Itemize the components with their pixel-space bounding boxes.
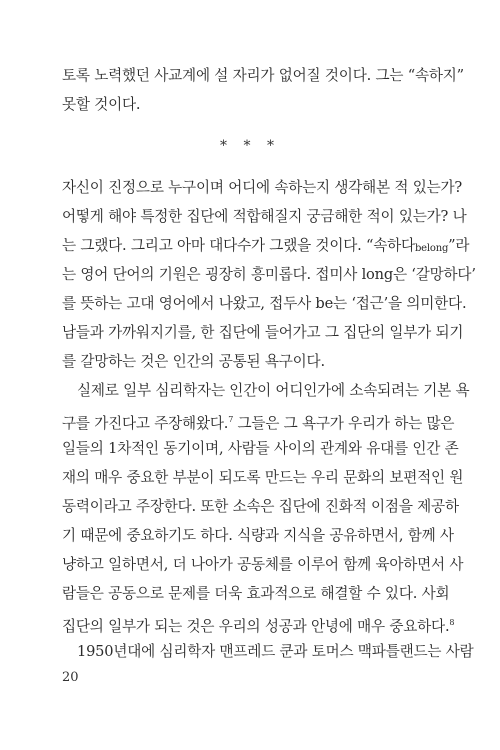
text-line: 냥하고 일하면서, 더 나아가 공동체를 이루어 함께 육아하면서 사: [62, 556, 464, 573]
text-line: [62, 613, 455, 637]
page-number: 20: [62, 670, 79, 685]
text-line: 토록 노력했던 사교계에 설 자리가 없어질 것이다. 그는 “속하지”: [62, 67, 464, 84]
text-line: 기 때문에 중요하기도 하다. 식량과 지식을 공유하면서, 함께 사: [62, 527, 454, 544]
text-line: 1950년대에 심리학자 맨프레드 쿤과 토머스 맥파틀랜드는 사람: [77, 643, 474, 660]
text-line: 를 뜻하는 고대 영어에서 나왔고, 접두사 be는 ‘접근’을 의미한다.: [62, 295, 467, 312]
text-segment: 그들은 그 욕구가 우리가 하는 많은: [233, 415, 455, 432]
text-line: 동력이라고 주장한다. 또한 소속은 집단에 진화적 이점을 제공하: [62, 498, 459, 515]
belong-term: belong: [414, 243, 449, 254]
text-segment: 구를 가진다고 주장해왔다.: [62, 415, 229, 432]
footnote-marker: 7: [228, 415, 234, 424]
text-segment: ”라: [448, 237, 470, 254]
text-line: 자신이 진정으로 누구이며 어디에 속하는지 생각해본 적 있는가?: [62, 179, 463, 196]
text-segment: 는 그랬다. 그리고 아마 대다수가 그랬을 것이다. “속하다: [62, 237, 415, 254]
section-separator: * * *: [220, 138, 280, 154]
text-line: [62, 236, 470, 259]
text-line: 못할 것이다.: [62, 96, 141, 113]
text-line: [62, 410, 455, 434]
text-line: 는 영어 단어의 기원은 굉장히 흥미롭다. 접미사 long은 ‘갈망하다’: [62, 266, 476, 283]
text-line: 어떻게 해야 특정한 집단에 적합해질지 궁금해한 적이 있는가? 나: [62, 208, 467, 225]
text-line: 재의 매우 중요한 부분이 되도록 만드는 우리 문화의 보편적인 원: [62, 469, 464, 486]
text-line: 일들의 1차적인 동기이며, 사람들 사이의 관계와 유대를 인간 존: [62, 440, 459, 457]
text-line: 남들과 가까워지기를, 한 집단에 들어가고 그 집단의 일부가 되기: [62, 324, 464, 341]
footnote-marker: 8: [449, 618, 455, 627]
text-line: 를 갈망하는 것은 인간의 공통된 욕구이다.: [62, 353, 325, 370]
text-line: 람들은 공동으로 문제를 더욱 효과적으로 해결할 수 있다. 사회: [62, 585, 450, 602]
text-segment: 집단의 일부가 되는 것은 우리의 성공과 안녕에 매우 중요하다.: [62, 618, 450, 635]
text-line: 실제로 일부 심리학자는 인간이 어디인가에 소속되려는 기본 욕: [77, 382, 470, 399]
